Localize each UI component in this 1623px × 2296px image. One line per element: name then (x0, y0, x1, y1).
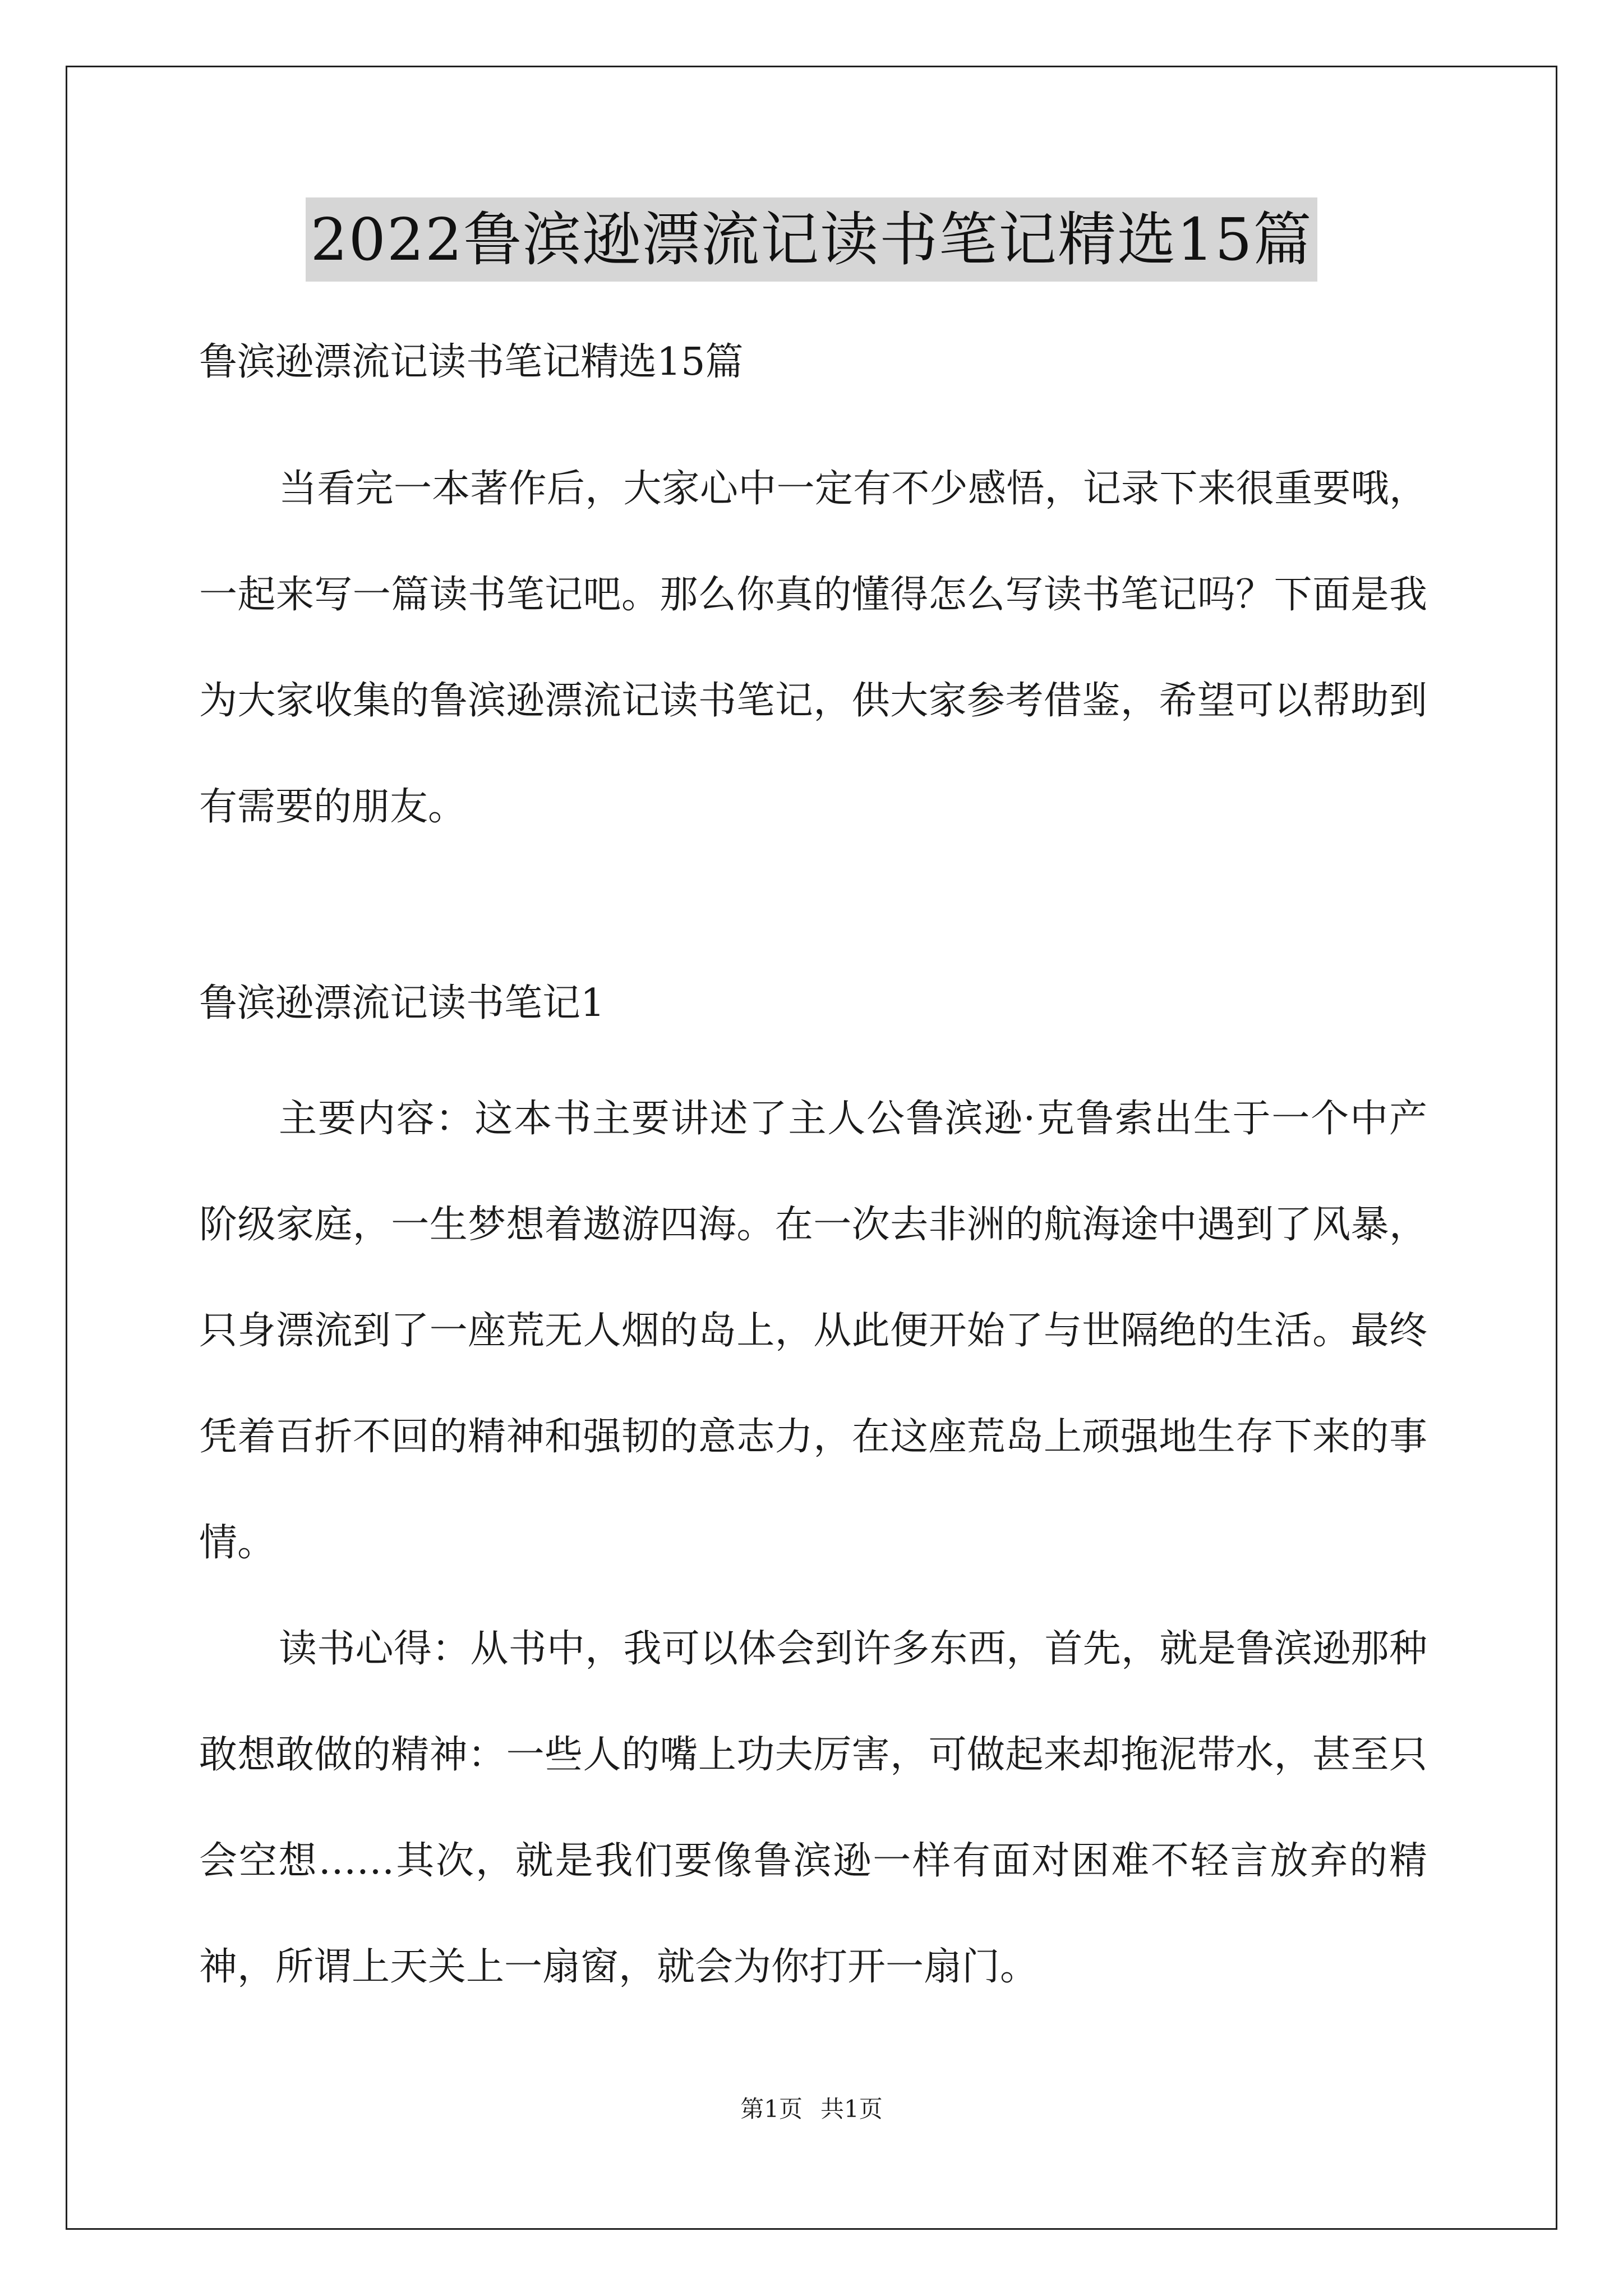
title-container (0, 197, 1623, 282)
page-number: 第1页 (740, 2095, 803, 2123)
content-paragraph: 主要内容：这本书主要讲述了主人公鲁滨逊·克鲁索出生于一个中产阶级家庭，一生梦想着遨游四海。在一次去非洲的航海途中遇到了风暴，只身漂流到了一座荒无人烟的岛上，从此便开始了与世隔绝的生活。最终凭着百折不回的精神和强韧的意志力，在这座荒岛上顽强地生存下来的事情。 (199, 1097, 1427, 1565)
document-title: 2022鲁滨逊漂流记读书笔记精选15篇 (306, 197, 1317, 282)
intro-paragraph: 当看完一本著作后，大家心中一定有不少感悟，记录下来很重要哦，一起来写一篇读书笔记吧。那么你真的懂得怎么写读书笔记吗？下面是我为大家收集的鲁滨逊漂流记读书笔记，供大家参考借鉴，希望可以帮助到有需要的朋友。 (199, 467, 1427, 829)
page-footer (0, 2092, 1623, 2126)
document-subtitle: 鲁滨逊漂流记读书笔记精选15篇 (199, 340, 744, 384)
section-spacer (199, 860, 1427, 978)
document-body (199, 337, 1427, 2020)
section-heading: 鲁滨逊漂流记读书笔记1 (199, 981, 605, 1025)
page-total: 共1页 (820, 2095, 883, 2123)
reflection-paragraph: 读书心得：从书中，我可以体会到许多东西，首先，就是鲁滨逊那种敢想敢做的精神：一些人的嘴上功夫厉害，可做起来却拖泥带水，甚至只会空想……其次，就是我们要像鲁滨逊一样有面对困难不轻言放弃的精神，所谓上天关上一扇窗，就会为你打开一扇门。 (199, 1627, 1427, 1989)
heading-spacer (199, 1029, 1427, 1066)
